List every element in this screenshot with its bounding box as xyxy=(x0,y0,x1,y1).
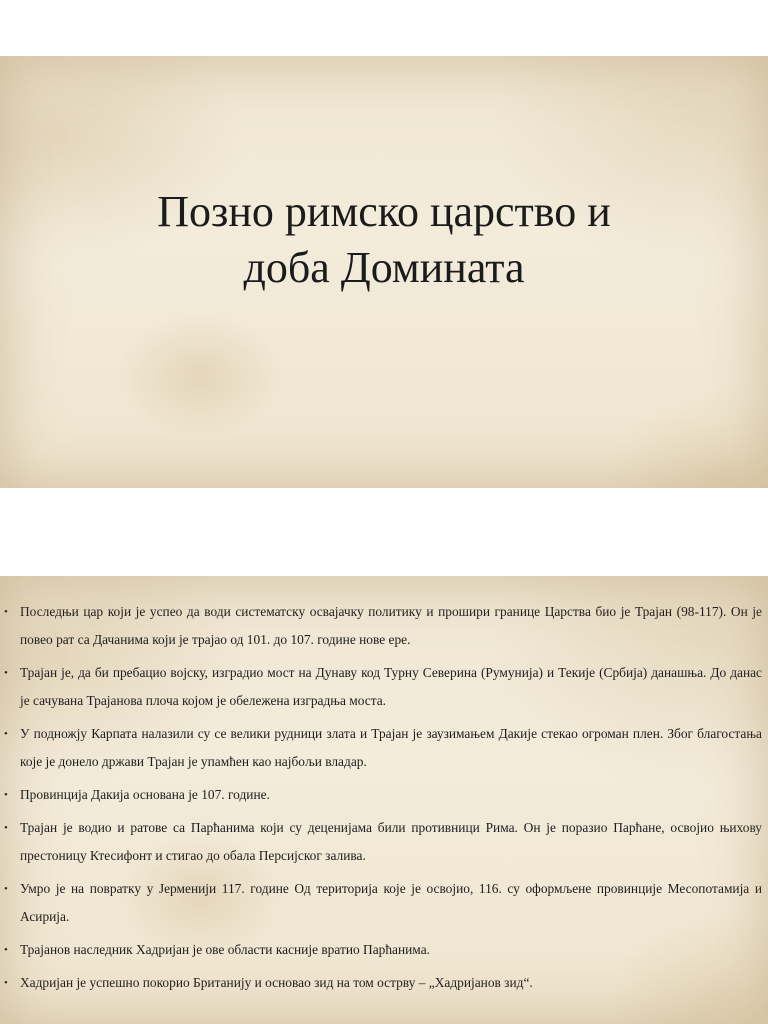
bullet-icon: • xyxy=(4,944,8,956)
bullet-text: Трајан је, да би пребацио војску, изградио мост на Дунаву код Турну Северина (Румунија) и Текије (Србија) данашња. До данас је сачувана Трајанова плоча којом је обележена изградња моста. xyxy=(20,665,762,708)
bullet-icon: • xyxy=(4,667,8,679)
bullet-list xyxy=(0,598,768,1002)
bullet-item xyxy=(0,720,768,776)
bullet-text: Трајан је водио и ратове са Парћанима који су деценијама били противници Рима. Он је поразио Парћане, освојио њихову престоницу Ктесифонт и стигао до обала Персијског залива. xyxy=(20,820,762,863)
bullet-item xyxy=(0,598,768,654)
bullet-icon: • xyxy=(4,977,8,989)
bullet-text: Умро је на повратку у Јерменији 117. године Од територија које је освојио, 116. су оформљене провинције Месопотамија и Асирија. xyxy=(20,881,762,924)
slide-title-line-2: доба Домината xyxy=(243,243,525,292)
title-slide xyxy=(0,56,768,488)
bullet-item xyxy=(0,875,768,931)
slide-title-line-1: Позно римско царство и xyxy=(157,187,611,236)
content-slide xyxy=(0,576,768,1024)
bullet-icon: • xyxy=(4,883,8,895)
bullet-icon: • xyxy=(4,822,8,834)
bullet-icon: • xyxy=(4,606,8,618)
bullet-text: У подножју Карпата налазили су се велики рудници злата и Трајан је заузимањем Дакије стекао огроман плен. Због благостања које је донело држави Трајан је упамћен као најбољи владар. xyxy=(20,726,762,769)
bullet-text: Провинција Дакија основана је 107. године. xyxy=(20,787,270,802)
bullet-icon: • xyxy=(4,789,8,801)
bullet-text: Трајанов наследник Хадријан је ове области касније вратио Парћанима. xyxy=(20,942,430,957)
bullet-item xyxy=(0,781,768,809)
bullet-item xyxy=(0,936,768,964)
bullet-icon: • xyxy=(4,728,8,740)
bullet-item xyxy=(0,659,768,715)
bullet-text: Хадријан је успешно покорио Британију и основао зид на том острву – „Хадријанов зид“. xyxy=(20,975,533,990)
bullet-item xyxy=(0,814,768,870)
bullet-text: Последњи цар који је успео да води систематску освајачку политику и прошири границе Царства био је Трајан (98-117). Он је повео рат са Дачанима који је трајао од 101. до 107. године нове ере. xyxy=(20,604,762,647)
bullet-item xyxy=(0,969,768,997)
slide-title xyxy=(0,184,768,296)
